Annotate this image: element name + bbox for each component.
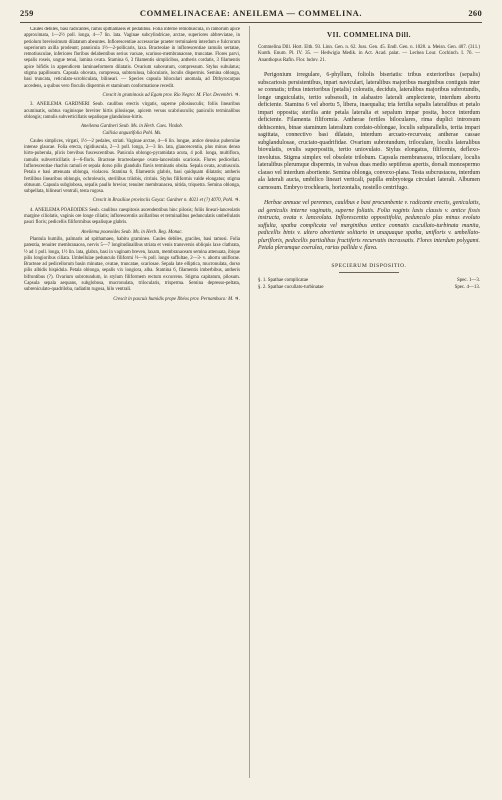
- left-paragraph: Crescit in graminosis ad Egam prov. Rio Negro: M. Flor. Decembri. ♃.: [102, 92, 240, 98]
- left-paragraph: Plantula humilis, palmaris ad spithamaeo, habitu gramineo. Caules debiles, graciles, basi ramosi. Folia patentia, tenuiter membranacea, nervis 5—7 longitudinalibus striata et venis transversis obliquis laxe clathrata, ½ ad 1 poll. longa, 1½ lin. lata, glabra, basi in vaginam breven, laxam, membranaceam semina attenuata, ibique pilis longioribus ciliata. Umbellulae pedunculo filiformi ½—¾ poll. longo suffultae, 2—3- v. abortu uniflorae. Bracteae ad pedicellorum basin minutae, ovatae, truncatae, scariosae. Sepala late elliptica, mucronulata, dorso pilis albidis hispidula. Petala oblonga, sepalis vix longiora, alba. Stamina 6, filamentis imberbibus, antheris bifrontibus (?). Ovarium subrotundum, in stylum filiformem rectum excurrens. Stigma capitatum, pilosum. Capsula sepala aequans, subglobosa, mucronulata, trilocularis, trisperma. Semina depresso-peltata, subreniculato-quadriloba, radiatim rugosa, hilo ventrali.: [24, 236, 240, 293]
- specierum-row: [258, 284, 480, 291]
- page-number-left: 259: [20, 8, 34, 18]
- specierum-range: Spec. 4—13.: [454, 284, 480, 290]
- specierum-label: §. 2. Spathae cucullato-turbinatae: [258, 284, 324, 290]
- left-paragraph: Aneilema Gardneri Seub. Ms. in Herb. Caes. Vindob.: [80, 124, 184, 130]
- left-column: [24, 27, 240, 779]
- left-paragraph: Callisia angustifolia Pohl. Ms.: [102, 131, 162, 137]
- specierum-label: §. 1. Spathae complicatae: [258, 277, 309, 283]
- running-title: COMMELINACEAE: ANEILEMA — COMMELINA.: [139, 8, 363, 18]
- left-paragraph: Caules debiles, basi radicantes, ramis spithamaeis et pedalibus. Folia inferne remotiuscula, in ramorum apice approximata, 1—2½ poll. longa, 4—7 lin. lata. Vaginae subcylindricae, arctae, superiores abbreviatae, in petiolum brevissimum dilatatum abeuntes. Inflorescentiae accessoriae praeter terminalem interdum e fulcrorum superiorum axilla prodeunt; pannicula 1½—2-pollicaris, laxa. Bracteolae in inflorescentiae ramulis sertatae, remotiusculae, inferiores floribus delabentibus serius vacuae, scarioso-membranaceae, truncatae. Flores parvi, sepalis roseis, ungue tenui, lamina ovata. Stamina 6, 3 filamentis simplicibus, antheris cordatis, 3 filamentis apice bifidis in appendicem laminaeformem dilatatis. Ovarium subovatum, compressum. Stylus subulatus; stigma papillosum. Capsula obovata, compressa, subtorulosa, bilocularis, loculis dispermis. Semina oblonga, basi truncata, reticulato-scrobiculata, bilineari. — Species capsula biloculari anomala, ad Dithyrocarpus accedens, a quibus vero floculis dispermis et staminum conformatione recedit.: [24, 27, 240, 89]
- column-divider: [249, 26, 250, 778]
- left-paragraph: 3. ANEILEMA GARDNERI Seub. caulibus erectis virgatis, superne pilosiusculis; foliis linearibus acuminatis, subtus vaginisque breviter hirtis pilosisque, apicem versus scabriusculis; paniculis terminalibus oblongis; ramulis subverticillatis sepalisque glanduloso-hirtis.: [24, 102, 240, 120]
- page-number-right: 260: [468, 8, 482, 18]
- right-column: [258, 27, 480, 779]
- specierum-title: SPECIERUM DISPOSITIO.: [331, 262, 407, 269]
- description-paragraph: Perigonium irregulare, 6-phyllum, foliolis biseriatis: tribus exterioribus (sepalis) subscariosis persistentibus, inpari naviculari, lateralibus majoribus marginibus contiguis inter se connatis; tribus interioribus (petalis) coloratis, deciduis, lateralibus majoribus subrotundis, longe unguiculatis, tertio subsessili, in alabastro laterali amplectente, interdum abortu deficiente. Stamina 6 vel abortu 5, libera, inaequalia; tria fertilia sepalis lateralibus et petalo impari opposita; sterilia ante petala lateralia et sepalum impar posita, hocce interdum deficiente. Filamenta filiformia. Antherae fertiles biloculares, rima duplici introrsum dehiscentes, binae staminum lateralium cordato-oblongae, loculis subparallelis, tertia impari sagittata, connectivo basi dilatato, interdum arcuato-recurvata; antherae cassae subglandulosae, cruciato-quadrifidae. Ovarium subrotundum, triloculare, loculis lateralibus biovulatis, ovulis superpositis, tertio uniovulato. Stylus elongatus, filiformis, deflexo-involutus. Stigma simplex vel obsolete trilobum. Capsula membranacea, triloculare, loculis lateralibus plerumque dispermis, in valvas duas medio septiferas apertis, dorsali monospermo clauso vel interdum abortiente. Semina oblonga, convexo-plana. Testa subcrustacea, interdum ala laterali aucta, umbilico lineari verticali, papilla embryotega circulari laterali. Albumen carnosum. Embryo trochlearis, horizontalis, nostello centrifugo.: [258, 72, 480, 191]
- genus-description: [258, 72, 480, 192]
- left-paragraph: Crescit in pascuis humidis prope Ilhéos prov. Pernambuco: M. ♃.: [113, 296, 240, 302]
- section-title: VII. COMMELINA Dill.: [327, 31, 411, 39]
- left-paragraph: Caules simplices, virgati, 1½—2 pedales, striati. Vaginae arctae, 4—6 lin. longae, antice densius puberulae intense glaucae. Folia erecta, rigidiuscula, 2—3 poll. longa, 2—3 lin. lata, glaucescentia, plus minus denso hirto-puberula, plicis brevibus fuscescentibus. Panicula oblongo-pyramidata acuta, 4 poll. longa, multiflora, ramulis subverticillatis 4—6-floris. Bracteae bracteolaeque ovato-lanceolatis scariosis. Flores pedicellati. Inflorescentiae rhachis ramuli et sepala dorso pilis glandulis flavis terminatis obsita. Sepala ovata, acutiuscula. Petala e basi attenuata oblonga, violacea. Stamina 6, filamentis glabris, basi quidquam dilatatis; antheris fertilibus linearibus oblongis, ochroleucis, sterilibus trilobis, citrinis. Stylus filiformis valde elongatus; stigma obtusum. Capsula subglobosa, sepalis paullo brevior, tenuiter membranacea, nitida, triquetra. Semina oblonga, subpellata, bilineari ventrali, testa rugosa.: [24, 138, 240, 195]
- genus-diagnosis: Herbae annuae vel perennes, caulibus e basi procumbente v. radicante erectis, geniculatis, ad geniculis interne vaginatis, superne foliatis. Folia vaginis laxis clausis v. antice fissis instructa, ovata v. lanceolata. Inflorescentia oppositifolia, pedunculo plus minus evoluto suffulta, spatha complicata vel marginibus antice connatis cucullato-turbinata munita, pedicellis binis v. ulterо abortiente solitario in unaquaque spatha, unifloris v. umbellato-pluriflоris, pedicellis partialibus fructiferis recurvatis incrassatis. Flores interdum polygami. Petala plerumque coerulea, rarius pallida v. flava.: [258, 200, 480, 252]
- bibliography: Commelina Dill. Hort. Elth. 93. Linn. Gen. n. 62. Juss. Gen. 45. Endl. Gen. n. 1028. a. Meisn. Gen. 407. (311.) Kunth. Enum. Pl. IV. 35. — Hedwigia Medik. in Act. Acad. palat. — Lechea Lour. Cochinch. I. 76. — Ananthopus Rafin. Flor. ludov. 21.: [258, 45, 480, 63]
- specierum-list: [258, 277, 480, 291]
- left-paragraph: Crescit in Brasiliae provinciis Goyaz: Gardner n. 4021 et (?) 4070, Pohl. ♃.: [92, 198, 240, 204]
- left-paragraph: Aneilema poaeoides Seub. Ms. in Herb. Reg. Monac.: [81, 229, 183, 235]
- specierum-range: Spec. 1—3.: [457, 277, 480, 283]
- specierum-row: [258, 277, 480, 284]
- left-paragraph: 4. ANEILEMA POAEOIDES Seub. caulibus caespitosis ascendentibus hinc pilosis; foliis lineari-lanceolatis margine ciliolatis, vaginis ore longe ciliatis; inflorescentiis axillaribus et terminalibus pedunculatis umbellulatis pauci floris; pedicellis filiformibus sepalisque glabris.: [24, 207, 240, 226]
- header-rule: [20, 22, 482, 23]
- specierum-rule: [339, 272, 399, 273]
